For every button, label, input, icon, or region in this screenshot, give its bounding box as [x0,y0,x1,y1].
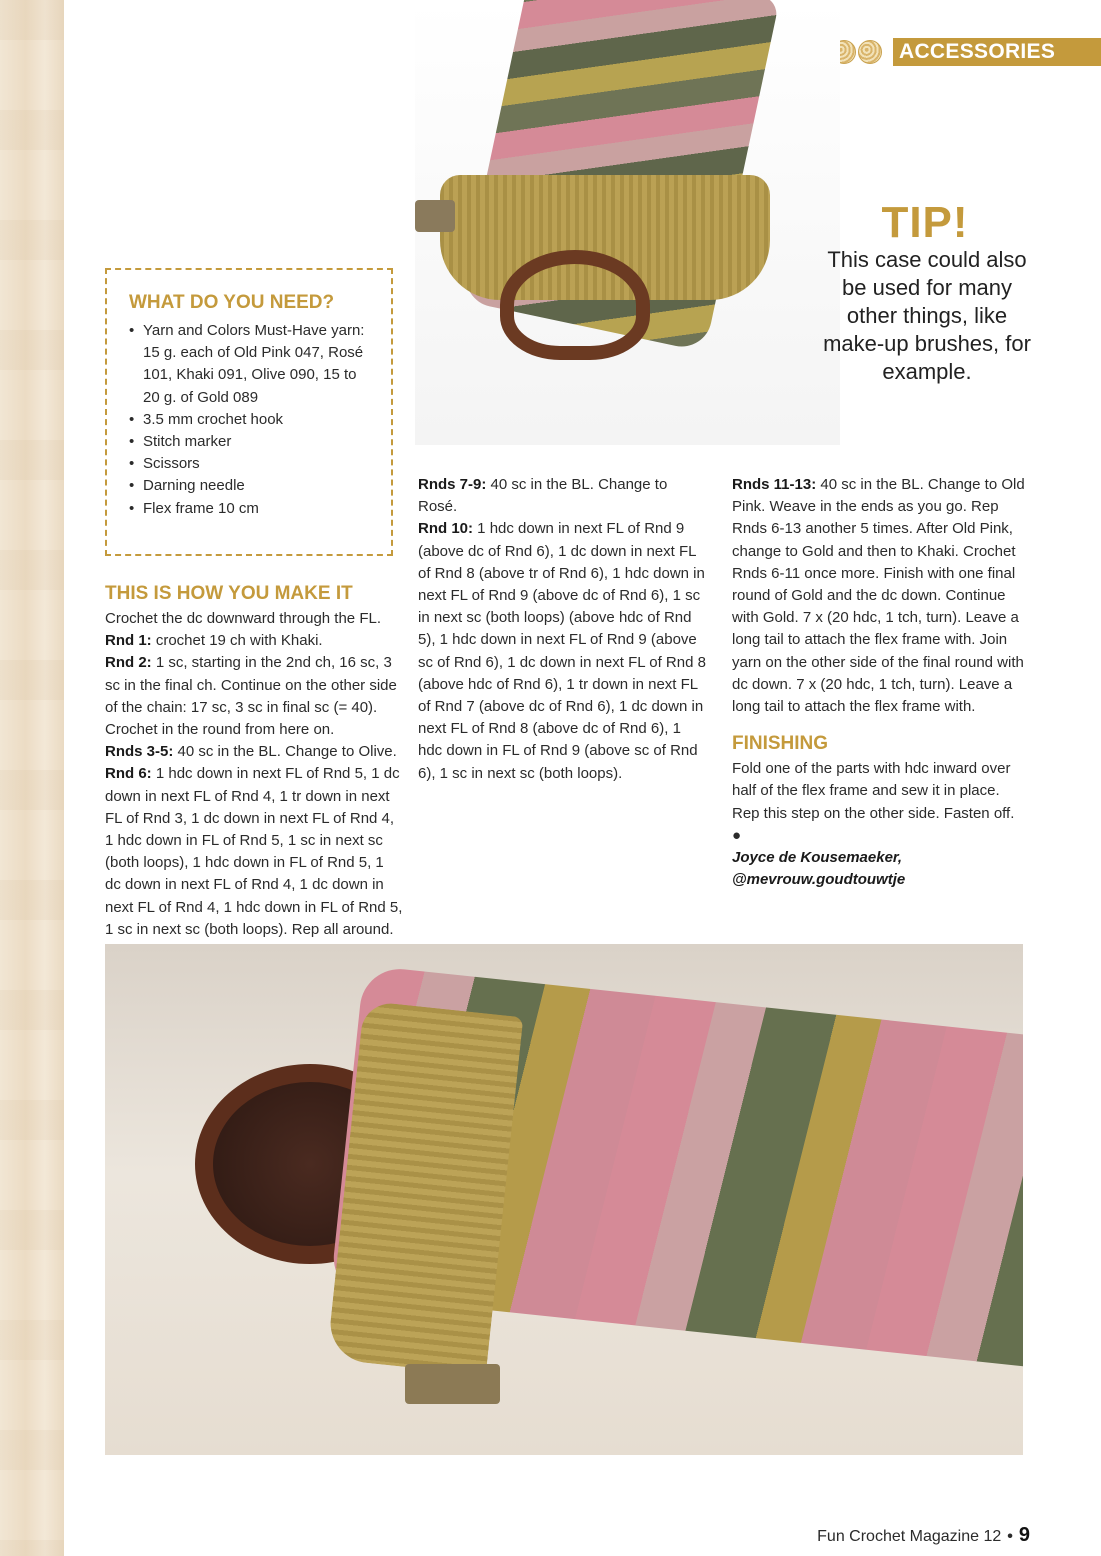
photo-glasses-case-bottom [105,944,1023,1455]
list-item: • Scissors [129,453,377,475]
round-6: Rnd 6: 1 hdc down in next FL of Rnd 5, 1 dc down in next FL of Rnd 4, 1 tr down in next FL of Rnd 3, 1 dc down in next FL of Rnd 4, 1 hdc down in FL of Rnd 5, 1 sc in next sc (both loops), 1 hdc down in FL of Rnd 5, 1 dc down in next FL of Rnd 4, 1 dc down in next FL of Rnd 4, 1 hdc down in FL of Rnd 5, 1 sc in next sc (both loops). Rep all around. [105,765,403,938]
tip-title: TIP! [881,198,969,247]
rounds-11-13: Rnds 11-13: 40 sc in the BL. Change to Old Pink. Weave in the ends as you go. Rep Rnds 6-13 another 5 times. After Old Pink, change to Gold and then to Khaki. Crochet Rnds 6-11 once more. Finish with one final round of Gold and the dc down. Continue with Gold. 7 x (20 hdc, 1 tch, turn). Leave a long tail to attach the flex frame with. Join yarn on the other side of the final round with dc down. 7 x (20 hdc, 1 tch, turn). Leave a long tail to attach the flex frame with. [732,476,1025,716]
materials-list [129,320,377,520]
yarn-ball-icon [858,40,882,64]
tip-body: This case could also be used for many other things, like make-up brushes, for example. [823,247,1031,384]
round-1: Rnd 1: crochet 19 ch with Khaki. [105,632,323,650]
instructions-column-2 [418,474,708,785]
sunglasses-image [500,250,650,360]
page-footer [760,1524,1030,1547]
wood-background-strip [0,0,64,1556]
finishing-title: FINISHING [732,733,829,755]
instructions-column-1 [105,582,403,941]
rounds-3-5: Rnds 3-5: 40 sc in the BL. Change to Olive. [105,743,397,761]
instructions-column-3 [732,474,1027,891]
instructions-intro: Crochet the dc downward through the FL. [105,610,381,627]
list-item: • Stitch marker [129,431,377,453]
materials-title: WHAT DO YOU NEED? [129,292,335,313]
photo-glasses-case-top [415,0,840,445]
flex-frame-hinge [415,200,455,232]
round-note: Crochet in the round from here on. [105,721,335,739]
list-item: • 3.5 mm crochet hook [129,409,377,431]
author-handle: @mevrouw.goudtouwtje [732,871,906,889]
page-number: 9 [1018,1524,1030,1546]
list-item: • Yarn and Colors Must-Have yarn: 15 g. each of Old Pink 047, Rosé 101, Khaki 091, Olive 090, 15 to 20 g. of Gold 089 [129,320,377,409]
spacer [732,718,1027,732]
list-item: • Darning needle [129,475,377,497]
flex-frame-hinge [405,1364,500,1404]
rounds-7-9: Rnds 7-9: 40 sc in the BL. Change to Rosé. [418,476,668,516]
magazine-name: Fun Crochet Magazine 12 [817,1528,1002,1545]
footer-bullet: • [1007,1528,1013,1545]
section-tag: ACCESSORIES [893,38,1101,66]
list-item: • Flex frame 10 cm [129,498,377,520]
finishing-text: Fold one of the parts with hdc inward over half of the flex frame and sew it in place. Rep this step on the other side. Fasten off. ● [732,760,1015,844]
author-name: Joyce de Kousemaeker, [732,849,903,867]
materials-box [105,268,393,556]
instructions-title: THIS IS HOW YOU MAKE IT [105,583,353,604]
round-2: Rnd 2: 1 sc, starting in the 2nd ch, 16 sc, 3 sc in the final ch. Continue on the other side of the chain: 17 sc, 3 sc in final sc (= 40). [105,654,397,716]
round-10: Rnd 10: 1 hdc down in next FL of Rnd 9 (above dc of Rnd 6), 1 dc down in next FL of Rnd 8 (above tr of Rnd 6), 1 hdc down in next FL of Rnd 9 (above dc of Rnd 6), 1 sc in next sc (both loops) (above hdc of Rnd 5), 1 hdc down in next FL of Rnd 9 (above sc of Rnd 6), 1 dc down in next FL of Rnd 8 (above hdc of Rnd 6), 1 tr down in next FL of Rnd 7 (above dc of Rnd 6), 1 dc down in next FL of Rnd 8 (above dc of Rnd 6), 1 hdc down in FL of Rnd 9 (above sc of Rnd 6), 1 sc in next sc (both loops). [418,520,706,782]
